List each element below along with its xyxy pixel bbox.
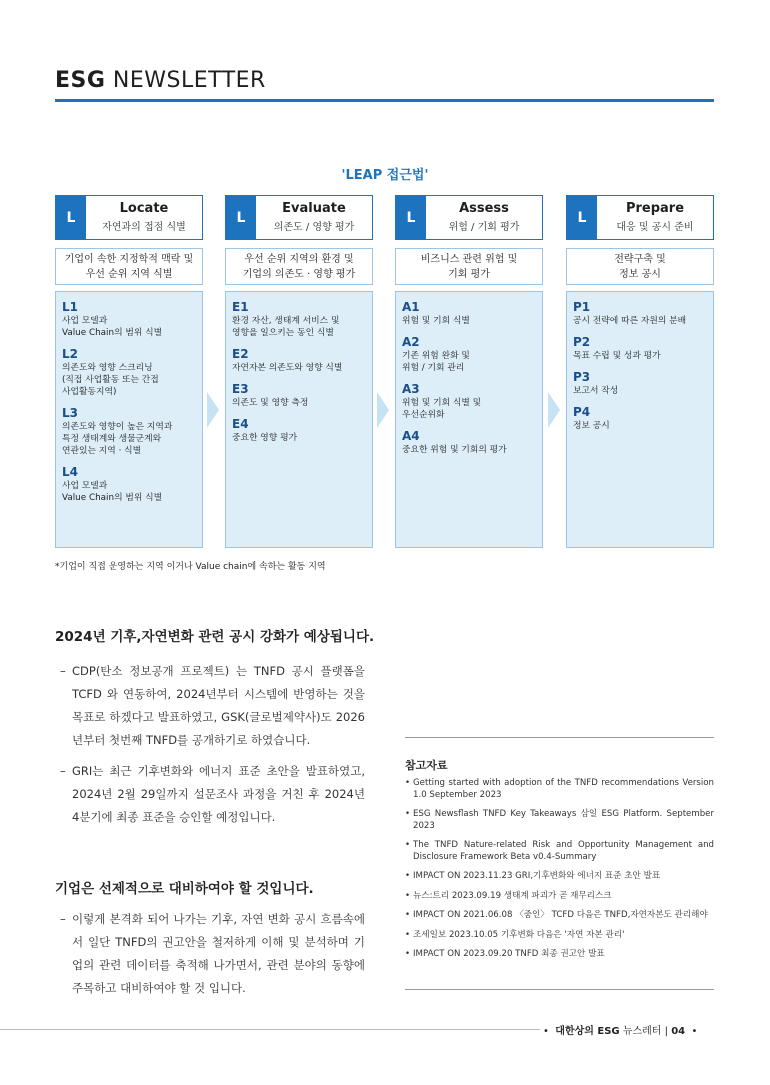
paragraph-text: GRI는 최근 기후변화와 에너지 표준 초안을 발표하였고, 2024년 2월 29일까지 설문조사 과정을 거친 후 2024년 4분기에 최종 표준을 승인할 예정입니다. — [72, 764, 365, 824]
column-subtitle: 대응 및 공시 준비 — [616, 222, 694, 233]
reference-item: • 뉴스:트리 2023.09.19 생태계 파괴가 곧 재무리스크 — [405, 890, 612, 901]
chevron-right-icon — [207, 392, 219, 428]
list-item — [573, 405, 707, 432]
item-code: A2 — [402, 335, 420, 349]
section-heading: 2024년 기후,자연변화 관련 공시 강화가 예상됩니다. — [55, 629, 375, 645]
column-name: Prepare — [625, 201, 685, 216]
paragraph-text: CDP(탄소 정보공개 프로젝트) 는 TNFD 공시 플랫폼을 TCFD 와 연동하여, 2024년부터 시스템에 반영하는 것을 목표로 하겠다고 발표하였고, GSK(글로벌제약사)도 2026년부터 첫번째 TNFD를 공개하기로 하였습니다. — [72, 664, 365, 747]
item-text: 사업 모델과 Value Chain의 범위 식별 — [62, 316, 163, 338]
item-text: 공시 전략에 따른 자원의 분배 — [573, 316, 687, 326]
newsletter-title: ESG NEWSLETTER — [55, 68, 266, 93]
header-rule — [55, 99, 714, 102]
reference-item: • 조세일보 2023.10.05 기후변화 다음은 '자연 자본 관리' — [405, 929, 625, 940]
leap-column-assess — [395, 195, 543, 548]
item-text: 환경 자산, 생태계 서비스 및 영향을 일으키는 동인 식별 — [232, 316, 340, 338]
list-item — [62, 465, 196, 504]
list-item — [62, 300, 196, 339]
paragraph — [60, 908, 365, 1000]
item-code: L4 — [62, 465, 78, 479]
dash-marker: – — [60, 664, 66, 678]
item-text: 사업 모델과 Value Chain의 범위 식별 — [62, 481, 163, 503]
column-description: 비즈니스 관련 위험 및 기회 평가 — [395, 248, 543, 285]
list-item — [62, 347, 196, 398]
reference-item: • ESG Newsflash TNFD Key Takeaways 삼일 ESG Platform. September 2023 — [405, 809, 714, 831]
newsletter-header — [55, 68, 714, 102]
leap-column-evaluate — [225, 195, 373, 548]
list-item — [62, 406, 196, 457]
column-letter-badge: L — [567, 196, 597, 239]
reference-item: • IMPACT ON 2023.09.20 TNFD 최종 권고안 발표 — [405, 949, 605, 959]
item-code: E3 — [232, 382, 249, 396]
list-item — [232, 300, 366, 339]
item-text: 목표 수립 및 성과 평가 — [573, 351, 661, 361]
item-text: 보고서 작성 — [573, 386, 619, 396]
column-letter-badge: L — [226, 196, 256, 239]
column-name: Evaluate — [282, 201, 346, 216]
item-text: 의존도 및 영향 측정 — [232, 398, 309, 408]
item-code: E4 — [232, 417, 249, 431]
column-body — [55, 291, 203, 548]
column-header — [225, 195, 373, 240]
column-name: Locate — [119, 201, 169, 216]
chevron-right-icon — [377, 392, 389, 428]
item-code: L1 — [62, 300, 78, 314]
footer-rule — [0, 1029, 540, 1030]
list-item — [573, 370, 707, 397]
list-item — [402, 300, 536, 327]
item-code: P3 — [573, 370, 591, 384]
column-body — [225, 291, 373, 548]
column-header — [395, 195, 543, 240]
item-code: P1 — [573, 300, 591, 314]
leap-title: 'LEAP 접근법' — [341, 168, 429, 183]
leap-column-locate — [55, 195, 203, 548]
dash-marker: – — [60, 764, 66, 778]
item-text: 중요한 위험 및 기회의 평가 — [402, 445, 507, 455]
column-letter-badge: L — [396, 196, 426, 239]
page-number: 04 — [671, 1026, 686, 1037]
item-code: L2 — [62, 347, 78, 361]
footer-label: 뉴스레터 — [619, 1026, 662, 1037]
column-subtitle: 의존도 / 영향 평가 — [273, 222, 355, 233]
leap-column-prepare — [566, 195, 714, 548]
list-item — [402, 429, 536, 456]
column-body — [566, 291, 714, 548]
footer-org: 대한상의 ESG — [555, 1026, 620, 1037]
column-letter-badge: L — [56, 196, 86, 239]
section-heading: 기업은 선제적으로 대비하여야 할 것입니다. — [55, 881, 314, 897]
item-text: 의존도와 영향 스크리닝 (직접 사업활동 또는 간접 사업활동지역) — [62, 363, 159, 397]
item-code: P2 — [573, 335, 591, 349]
paragraph-text: 이렇게 본격화 되어 나가는 기후, 자연 변화 공시 흐름속에서 일단 TNFD의 권고안을 철저하게 이해 및 분석하며 기업의 관련 데이터를 축적해 나가면서, 관련 분야의 동향에 주목하고 대비하여야 할 것 입니다. — [72, 912, 365, 995]
reference-item: • The TNFD Nature-related Risk and Opportunity Management and Disclosure Framework Beta v0.4-Summary — [405, 840, 714, 862]
references-list — [405, 778, 714, 969]
paragraph — [60, 760, 365, 829]
item-text: 위험 및 기회 식별 — [402, 316, 470, 326]
item-code: E2 — [232, 347, 249, 361]
item-text: 중요한 영향 평가 — [232, 433, 298, 443]
item-text: 정보 공시 — [573, 421, 610, 431]
item-text: 위험 및 기회 식별 및 우선순위화 — [402, 398, 482, 420]
list-item — [232, 347, 366, 374]
reference-item: • Getting started with adoption of the TNFD recommendations Version 1.0 September 2023 — [405, 778, 714, 800]
leap-footnote: *기업이 직접 운영하는 지역 이거나 Value chain에 속하는 활동 지역 — [55, 562, 326, 572]
column-header — [55, 195, 203, 240]
list-item — [402, 335, 536, 374]
list-item — [573, 335, 707, 362]
item-code: A1 — [402, 300, 420, 314]
item-text: 기존 위험 완화 및 위험 / 기회 관리 — [402, 351, 470, 373]
list-item — [402, 382, 536, 421]
column-subtitle: 위험 / 기회 평가 — [448, 222, 520, 233]
references-title: 참고자료 — [405, 759, 448, 772]
column-body — [395, 291, 543, 548]
column-name: Assess — [459, 201, 509, 216]
dash-marker: – — [60, 912, 66, 926]
column-subtitle: 자연과의 접점 식별 — [102, 222, 186, 233]
item-code: P4 — [573, 405, 591, 419]
column-description: 전략구축 및 정보 공시 — [566, 248, 714, 285]
page-footer: • 대한상의 ESG 뉴스레터 | 04 • — [543, 1026, 698, 1037]
divider — [405, 989, 714, 990]
divider — [405, 737, 714, 738]
item-code: L3 — [62, 406, 78, 420]
chevron-right-icon — [548, 392, 560, 428]
item-text: 의존도와 영향이 높은 지역과 특정 생태계와 생물군계와 연관있는 지역 · 식별 — [62, 422, 173, 456]
item-code: A4 — [402, 429, 420, 443]
list-item — [232, 417, 366, 444]
item-code: A3 — [402, 382, 420, 396]
column-description: 우선 순위 지역의 환경 및 기업의 의존도 · 영향 평가 — [225, 248, 373, 285]
reference-item: • IMPACT ON 2021.06.08 〈줌인〉 TCFD 다음은 TNFD,자연자본도 관리해야 — [405, 910, 708, 920]
column-description: 기업이 속한 지정학적 맥락 및 우선 순위 지역 식별 — [55, 248, 203, 285]
column-header — [566, 195, 714, 240]
item-text: 자연자본 의존도와 영향 식별 — [232, 363, 343, 373]
list-item — [232, 382, 366, 409]
item-code: E1 — [232, 300, 249, 314]
paragraph — [60, 660, 365, 752]
reference-item: • IMPACT ON 2023.11.23 GRI,기후변화와 에너지 표준 초안 발표 — [405, 871, 661, 881]
list-item — [573, 300, 707, 327]
